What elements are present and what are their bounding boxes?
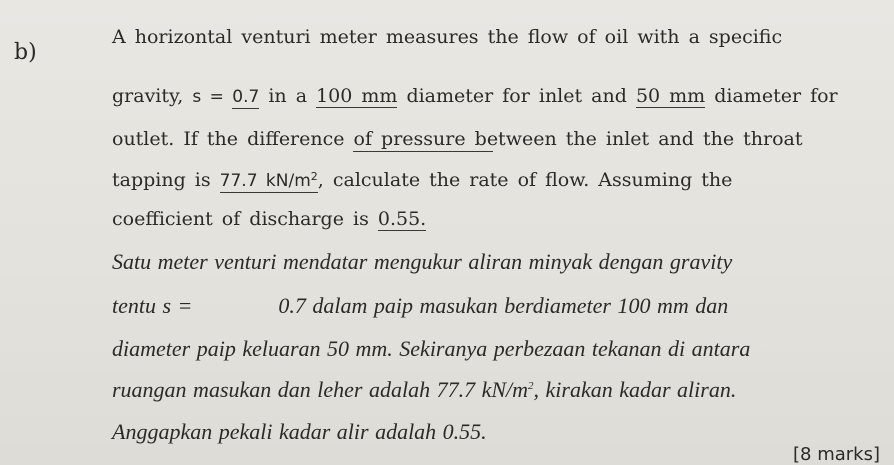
- gravity-value: 0.7: [232, 87, 260, 107]
- marks-label: [8 marks]: [793, 444, 880, 465]
- english-line-3: outlet. If the difference of pressure between the inlet and the throat: [112, 128, 803, 150]
- malay-line-5: Anggapkan pekali kadar alir adalah 0.55.: [112, 419, 487, 444]
- pen-underline: [353, 151, 493, 152]
- english-line-2: gravity, s = 0.7 in a 100 mm diameter for inlet and 50 mm diameter for: [112, 85, 838, 107]
- english-line-1: [112, 25, 782, 49]
- english-line-4: tapping is 77.7 $kN/m^2$, calculate the rate of flow. Assuming the: [112, 169, 733, 191]
- malay-line-1: Satu meter venturi mendatar mengukur aliran minyak dengan gravity: [112, 249, 733, 274]
- gravity-symbol: s =: [192, 87, 233, 107]
- malay-line-4: ruangan masukan dan leher adalah 77.7 $kN/m^2$, kirakan kadar aliran.: [112, 377, 737, 402]
- english-text: A horizontal venturi meter measures the flow of oil with a specific: [112, 26, 783, 48]
- malay-line-3: diameter paip keluaran 50 mm. Sekiranya perbezaan tekanan di antara: [112, 336, 751, 361]
- outlet-diameter: 50 mm: [635, 85, 706, 107]
- discharge-coefficient: 0.55.: [377, 208, 427, 230]
- inlet-diameter: 100 mm: [316, 85, 398, 107]
- question-label: b): [14, 40, 37, 65]
- pressure-difference: 77.7 $kN/m^2$: [219, 170, 318, 191]
- english-line-5: coefficient of discharge is 0.55.: [112, 208, 427, 230]
- malay-line-2: tentu s = 0.7 dalam paip masukan berdiameter 100 mm dan: [112, 293, 729, 318]
